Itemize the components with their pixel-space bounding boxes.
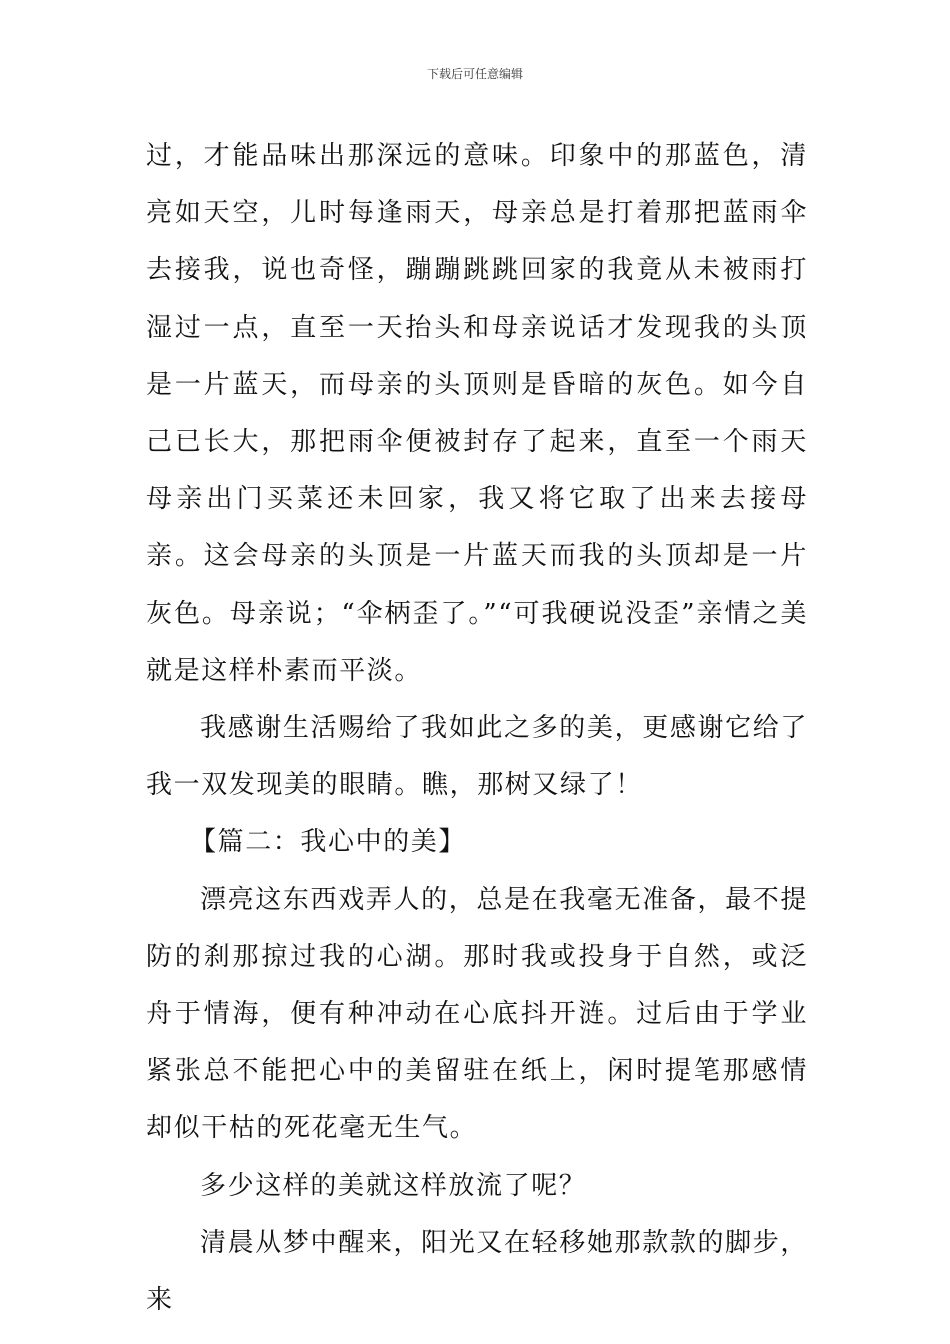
document-body: [146, 128, 808, 1329]
paragraph-question: 多少这样的美就这样放流了呢？: [200, 1170, 587, 1201]
paragraph-continuation: 过，才能品味出那深远的意味。印象中的那蓝色，清亮如天空，儿时每逢雨天，母亲总是打着那把蓝雨伞去接我，说也奇怪，蹦蹦跳跳回家的我竟从未被雨打湿过一点，直至一天抬头和母亲说话才发现我的头顶是一片蓝天，而母亲的头顶则是昏暗的灰色。如今自己已长大，那把雨伞便被封存了起来，直至一个雨天母亲出门买菜还未回家，我又将它取了出来去接母亲。这会母亲的头顶是一片蓝天而我的头顶却是一片灰色。母亲说；“伞柄歪了。”“可我硬说没歪”亲情之美就是这样朴素而平淡。: [146, 141, 808, 686]
section-heading: 【篇二：我心中的美】: [190, 827, 467, 858]
paragraph-beauty: 漂亮这东西戏弄人的，总是在我毫无准备，最不提防的刹那掠过我的心湖。那时我或投身于自然，或泛舟于情海，便有种冲动在心底抖开涟。过后由于学业紧张总不能把心中的美留驻在纸上，闲时提笔那感情却似干枯的死花毫无生气。: [146, 884, 808, 1144]
page-header-note: 下载后可任意编辑: [426, 67, 523, 81]
paragraph-gratitude: 我感谢生活赐给了我如此之多的美，更感谢它给了我一双发现美的眼睛。瞧，那树又绿了！: [146, 713, 808, 801]
paragraph-morning: 清晨从梦中醒来，阳光又在轻移她那款款的脚步，来: [146, 1227, 808, 1316]
